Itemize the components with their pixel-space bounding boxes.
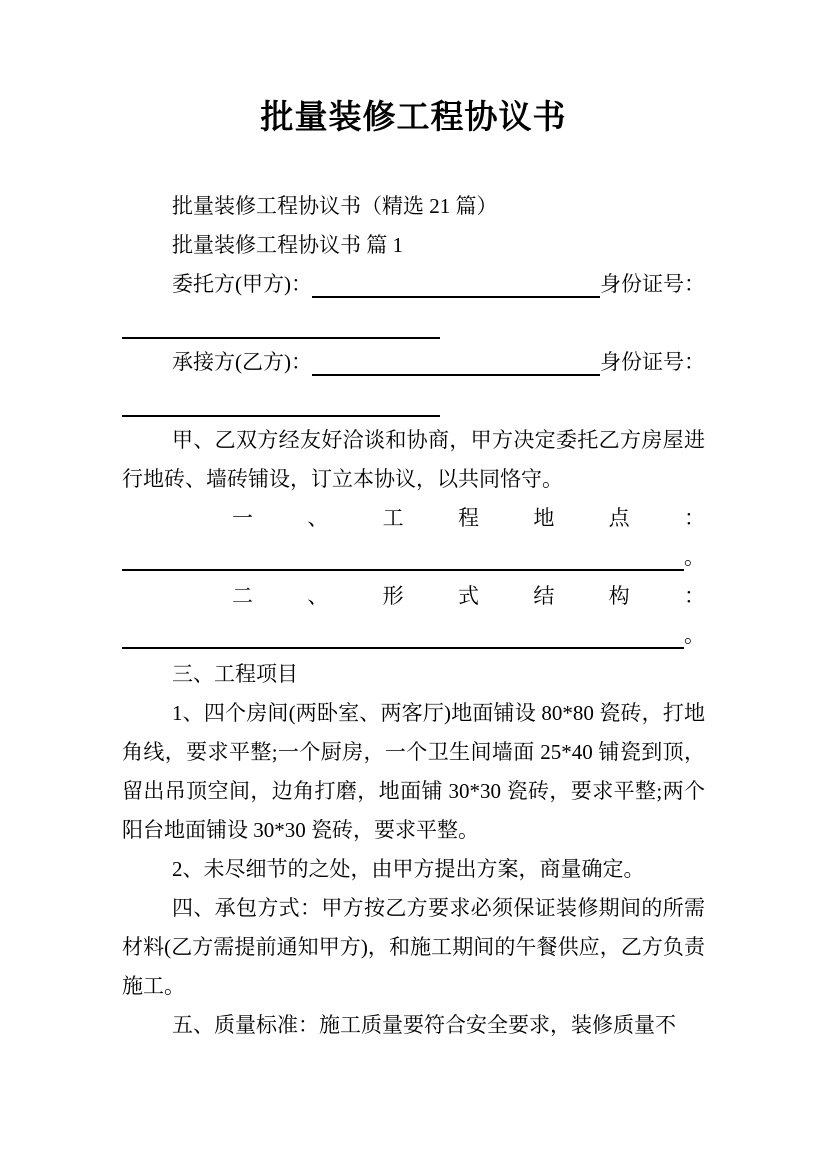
intro-paragraph: 甲、乙双方经友好洽谈和协商，甲方决定委托乙方房屋进行地砖、墙砖铺设，订立本协议，以共同恪守。 — [122, 428, 705, 491]
party-a-id-label: 身份证号： — [600, 272, 705, 296]
party-b-name-blank — [312, 374, 600, 376]
party-a-label: 委托方(甲方)： — [172, 272, 312, 296]
party-b-id-blank-line — [122, 382, 705, 421]
section-1-terminator: 。 — [684, 545, 705, 569]
section-3-heading: 三、工程项目 — [172, 662, 298, 686]
section-2-heading: 二、形式结构： — [232, 584, 705, 608]
project-item-2: 2、未尽细节的之处，由甲方提出方案，商量确定。 — [172, 857, 645, 881]
party-b-label: 承接方(乙方)： — [172, 350, 312, 374]
party-a-name-blank — [312, 296, 600, 298]
section-1-blank — [122, 569, 684, 571]
section-4-paragraph: 四、承包方式：甲方按乙方要求必须保证装修期间的所需材料(乙方需提前通知甲方)，和施工期间的午餐供应，乙方负责施工。 — [122, 896, 705, 998]
listing-note: 批量装修工程协议书（精选 21 篇） — [172, 194, 498, 218]
section-2-blank-line — [122, 616, 705, 655]
section-1-heading: 一、工程地点： — [232, 506, 705, 530]
party-a-line — [122, 265, 705, 304]
document-content — [122, 0, 705, 1045]
section-2-terminator: 。 — [684, 623, 705, 647]
party-b-line — [122, 343, 705, 382]
section-5-paragraph: 五、质量标准：施工质量要符合安全要求，装修质量不 — [172, 1013, 676, 1037]
document-title: 批量装修工程协议书 — [260, 100, 567, 136]
project-item-1: 1、四个房间(两卧室、两客厅)地面铺设 80*80 瓷砖，打地角线，要求平整;一个厨房，一个卫生间墙面 25*40 铺瓷到顶，留出吊顶空间，边角打磨，地面铺 30*30 瓷砖，要求平整;两个阳台地面铺设 30*30 瓷砖，要求平整。 — [122, 701, 706, 842]
part-heading: 批量装修工程协议书 篇 1 — [172, 233, 403, 257]
party-a-id-blank-line — [122, 304, 705, 343]
party-b-id-label: 身份证号： — [600, 350, 705, 374]
party-a-id-blank — [122, 304, 440, 339]
party-b-id-blank — [122, 382, 440, 417]
section-1-blank-line — [122, 538, 705, 577]
section-2-blank — [122, 647, 684, 649]
